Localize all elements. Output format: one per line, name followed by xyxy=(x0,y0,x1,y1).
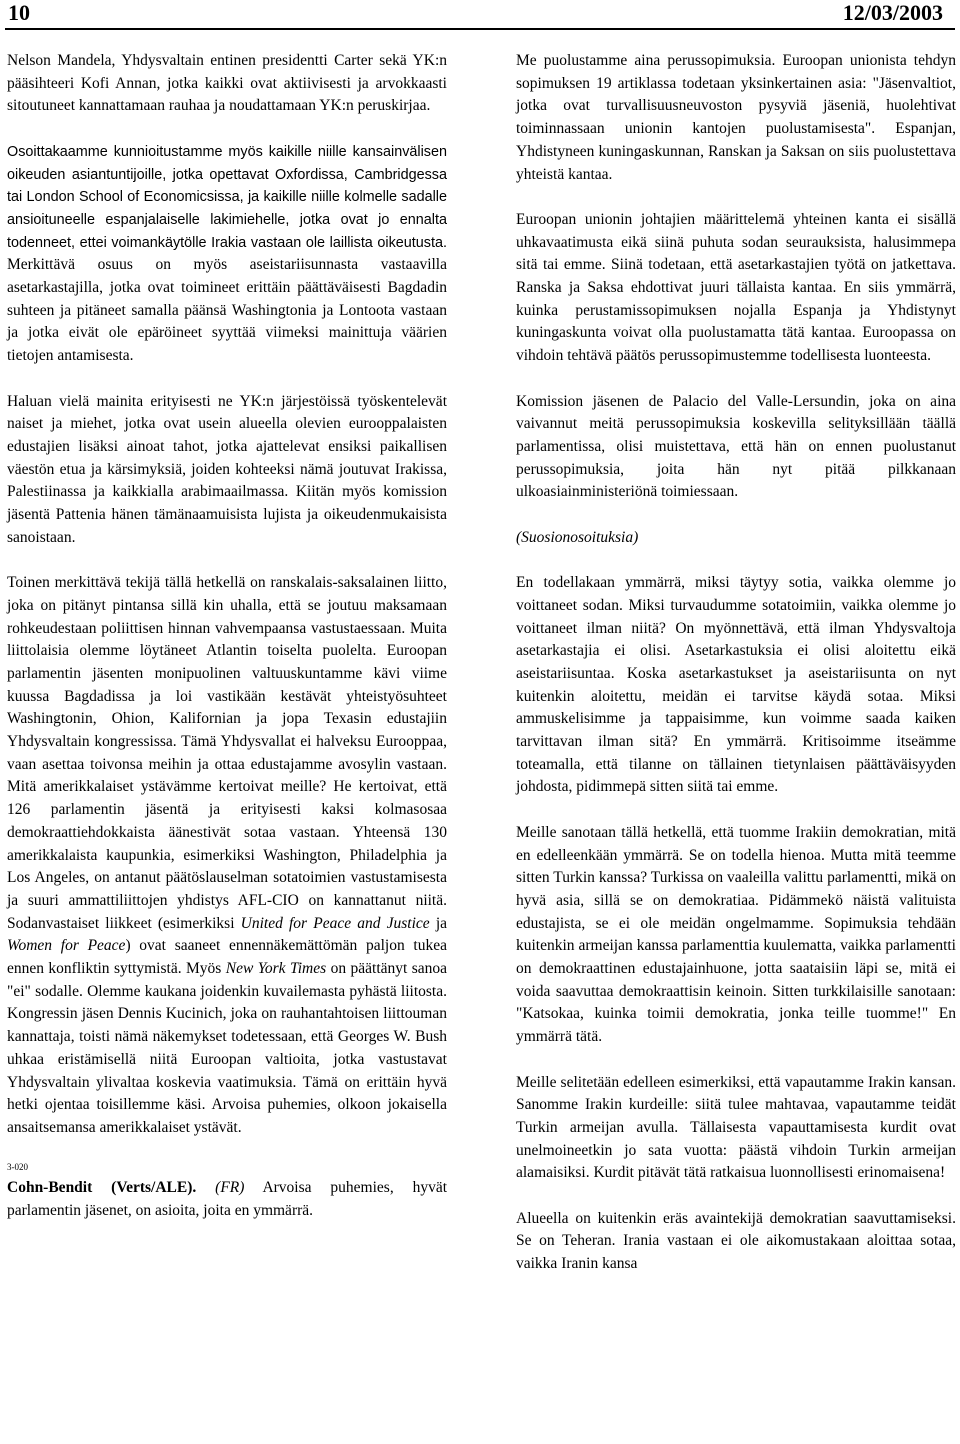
page-number: 10 xyxy=(8,0,30,25)
paragraph-text: ) ovat saaneet ennennäkemättömän paljon tukea ennen konfliktin syttymistä. Myös xyxy=(7,937,447,978)
speech-code: 3-020 xyxy=(7,1162,28,1173)
paragraph xyxy=(7,141,447,368)
page-header xyxy=(5,0,955,30)
paragraph: Meille sanotaan tällä hetkellä, että tuomme Irakiin demokratian, mitä en edelleenkään ymmärrä. Se on todella hienoa. Mutta mitä teemme sitten Turkin kanssa? Turkissa on vaaleilla valittu parlamentti, mikä on hyvä asia, sillä se on demokratiaa. Pidämmekö näistä valituista edustajista, se ei ole meidän ongelmamme. Sopimuksia tehdään kuitenkin armeijan kanssa parlamenttia kuulematta, vaikka parlamentti on demokraattinen edustajainhuone, jotta saataisiin läpi se, mitä ei voida saavuttaa demokraattisin keinoin. Sitten turkkilaisille sanotaan: "Katsokaa, kuinka toimii demokratia, jonka teille tuomme!" En ymmärrä tätä. xyxy=(516,823,956,1046)
italic-title: United for Peace and Justice xyxy=(240,914,430,932)
paragraph-text: Arvoisa puhemies, hyvät parlamentin jäsenet, on asioita, joita en ymmärrä. xyxy=(7,1179,448,1220)
paragraph: Haluan vielä mainita erityisesti ne YK:n järjestöissä työskentelevät naiset ja miehet, jotka ovat usein alueella olevien eurooppalaisten edustajien lisäksi ainoat tahot, jotka ajattelevat ensiksi paikallisen väestön etua ja kärsimyksiä, joiden kohteeksi nämä joutuvat Irakissa, Palestiinassa ja kaikkialla arabimaailmassa. Kiitän myös komission jäsentä Pattenia hänen tämänaamuisista lujista ja oikeudenmukaisista sanoistaan. xyxy=(7,392,447,546)
left-column xyxy=(7,50,447,1223)
paragraph-text: ja xyxy=(429,914,448,932)
paragraph xyxy=(7,572,447,1140)
right-column xyxy=(516,50,956,1276)
speaker-name: Cohn-Bendit (Verts/ALE). xyxy=(7,1179,197,1197)
paragraph: En todellakaan ymmärrä, miksi täytyy sotia, vaikka olemme jo voittaneet sodan. Miksi turvaudumme sotatoimiin, vaikka olemme jo voittaneet ilman niitä? On myönnettävä, että ilman Yhdysvaltoja asetarkastajia ei olisi. Asetarkastuksia ei olisi aloitettu eikä aseistariisuntaa. Koska asetarkastukset ja aseistariisunta on nyt kuitenkin aloitettu, meidän ei tarvitse käydä sotaa. Miksi ammuskelisimme ja tappaisimme, kun voimme saada kaiken tarvittavan ilman sitä? En ymmärrä. Kritisoimme itseämme toteamalla, että tilanne on tällainen tietynlaisen päättäväisyyden johdosta, pidimmepä sitten siitä tai emme. xyxy=(516,574,956,796)
italic-title: Women for Peace xyxy=(7,937,126,955)
paragraph: Euroopan unionin johtajien määrittelemä yhteinen kanta ei sisällä uhkavaatimusta eikä siinä puhuta sodan seurauksista, halusimmepa sitä tai emme. Siinä todetaan, että asetarkastajien työtä on jatkettava. Ranska ja Saksa ehdottivat juuri tällaista kantaa. En siis ymmärrä, kuinka perustamissopimuksen nojalla Espanja ja Yhdistynyt kuningaskunta voivat olla puolustamatta tätä kantaa. Euroopassa on vihdoin tehtävä päätös perussopimustemme todellisesta luonteesta. xyxy=(516,210,956,365)
applause-note: (Suosionosoituksia) xyxy=(516,528,639,546)
paragraph: Meille selitetään edelleen esimerkiksi, että vapautamme Irakin kansan. Sanomme Irakin kurdeille: siitä tulee mahtavaa, vapautamme teidät Turkin armeijan avulla. Tällaisesta vapauttamisesta kurdit ovat unelmoineetkin jo sata vuotta: päästä vihdoin Turkin armeijan alamaisiksi. Kurdit pitävät tätä ratkaisua luonnollisesti erinomaisena! xyxy=(516,1073,956,1182)
paragraph: Me puolustamme aina perussopimuksia. Euroopan unionista tehdyn sopimuksen 19 artiklassa todetaan yksinkertainen asia: "Jäsenvaltiot, jotka ovat turvallisuusneuvoston pysyviä jäseniä, huolehtivat toiminnassaan unionin kantojen puolustamisesta". Espanjan, Yhdistyneen kuningaskunnan, Ranskan ja Saksan on siis puolustettava yhteistä kantaa. xyxy=(516,52,956,183)
page-date: 12/03/2003 xyxy=(842,0,943,25)
language-tag: (FR) xyxy=(215,1179,245,1197)
italic-title: New York Times xyxy=(225,960,327,978)
paragraph-text: on päättänyt sanoa "ei" sodalle. Olemme kaukana joidenkin kuvailemasta pyhästä liitosta. Kongressin jäsen Dennis Kucinich, joka on rauhantahtoisen liittouman kannattaja, toisti nämä näkemykset todetessaan, että Georges W. Bush uhkaa eristämisellä niitä Euroopan valtioita, jotka vastustavat Yhdysvaltain ylivaltaa koskevia vaatimuksia. Tämä on erittäin hyvä hetki ojentaa toisillemme käsi. Arvoisa puhemies, olkoon jokaisella ansaitsemansa amerikkalaiset ystävät. xyxy=(7,960,448,1136)
paragraph-text: Toinen merkittävä tekijä tällä hetkellä on ranskalais-saksalainen liitto, joka on pitänyt pintansa sillä kin uhalla, että se joutuu maksamaan rohkeudestaan poliittisen hinnan vahvempaansa vastustaessaan. Muita liittolaisia olemme löytäneet Atlantin toiselta puolelta. Euroopan parlamentin jäsenten monipuolinen valtuuskuntamme kävi viime kuussa Bagdadissa ja loi vastikään kestävät yhteistyösuhteet Washingtonin, Ohion, Kalifornian ja jopa Texasin edustajiin Yhdysvaltain kongressissa. Tämä Yhdysvallat ei halveksu Eurooppaa, vaan asettaa toivonsa meihin ja ottaa edustajamme avosylin vastaan. Mitä amerikkalaiset ystävämme kertoivat meille? He kertoivat, että 126 parlamentin jäsentä ja erityisesti kaksi kolmasosaa demokraattiehdokkaista äänestivät sotaa vastaan. Yhteensä 130 amerikkalaista kaupunkia, esimerkiksi Washington, Philadelphia ja Los Angeles, on antanut päätöslauselman sotatoimien vastustamisesta ja suuri ammattiliittojen yhdistys AFL-CIO on kannattanut niitä. Sodanvastaiset liikkeet (esimerkiksi xyxy=(7,574,447,932)
paragraph-text: Osoittakaamme kunnioitustamme myös kaikille niille kansainvälisen oikeuden asiantuntijoille, jotka opettavat Oxfordissa, Cambridgessa tai London School of Economicsissa, ja kaikille niille kolmelle sadalle ansioituneelle espanjalaiselle lakimiehelle, jotka ovat jo ennalta todenneet, ettei voimankäytölle Irakia vastaan ole laillista oikeutusta. xyxy=(7,143,447,251)
paragraph: Alueella on kuitenkin eräs avaintekijä demokratian saavuttamiseksi. Se on Teheran. Irania vastaan ei ole aikomustakaan aloittaa sotaa, vaikka Iranin kansa xyxy=(516,1209,956,1273)
paragraph: Nelson Mandela, Yhdysvaltain entinen presidentti Carter sekä YK:n pääsihteeri Kofi Annan, jotka kaikki ovat aktiivisesti ja arvokkaasti sitoutuneet kannattamaan rauhaa ja noudattamaan YK:n peruskirjaa. xyxy=(7,52,447,115)
paragraph-text: Merkittävä osuus on myös aseistariisunnasta vastaavilla asetarkastajilla, jotka ovat toimineet erittäin päättäväisesti Bagdadin suhteen ja pitäneet samalla päänsä Washingtonia ja Lontoota vastaan ja jotka eivät ole epäröineet syyttää viimeksi mainittuja väärien tietojen antamisesta. xyxy=(7,256,447,365)
paragraph: Komission jäsenen de Palacio del Valle-Lersundin, joka on aina vaivannut meitä perussopimuksia koskevilla selityksillään täällä parlamentissa, olisi muistettava, että hän on ennen puolustanut perussopimuksia, joita hän nyt pitää pilkkanaan ulkoasiainministeriönä toimiessaan. xyxy=(516,392,956,501)
speech-intro xyxy=(7,1177,447,1222)
